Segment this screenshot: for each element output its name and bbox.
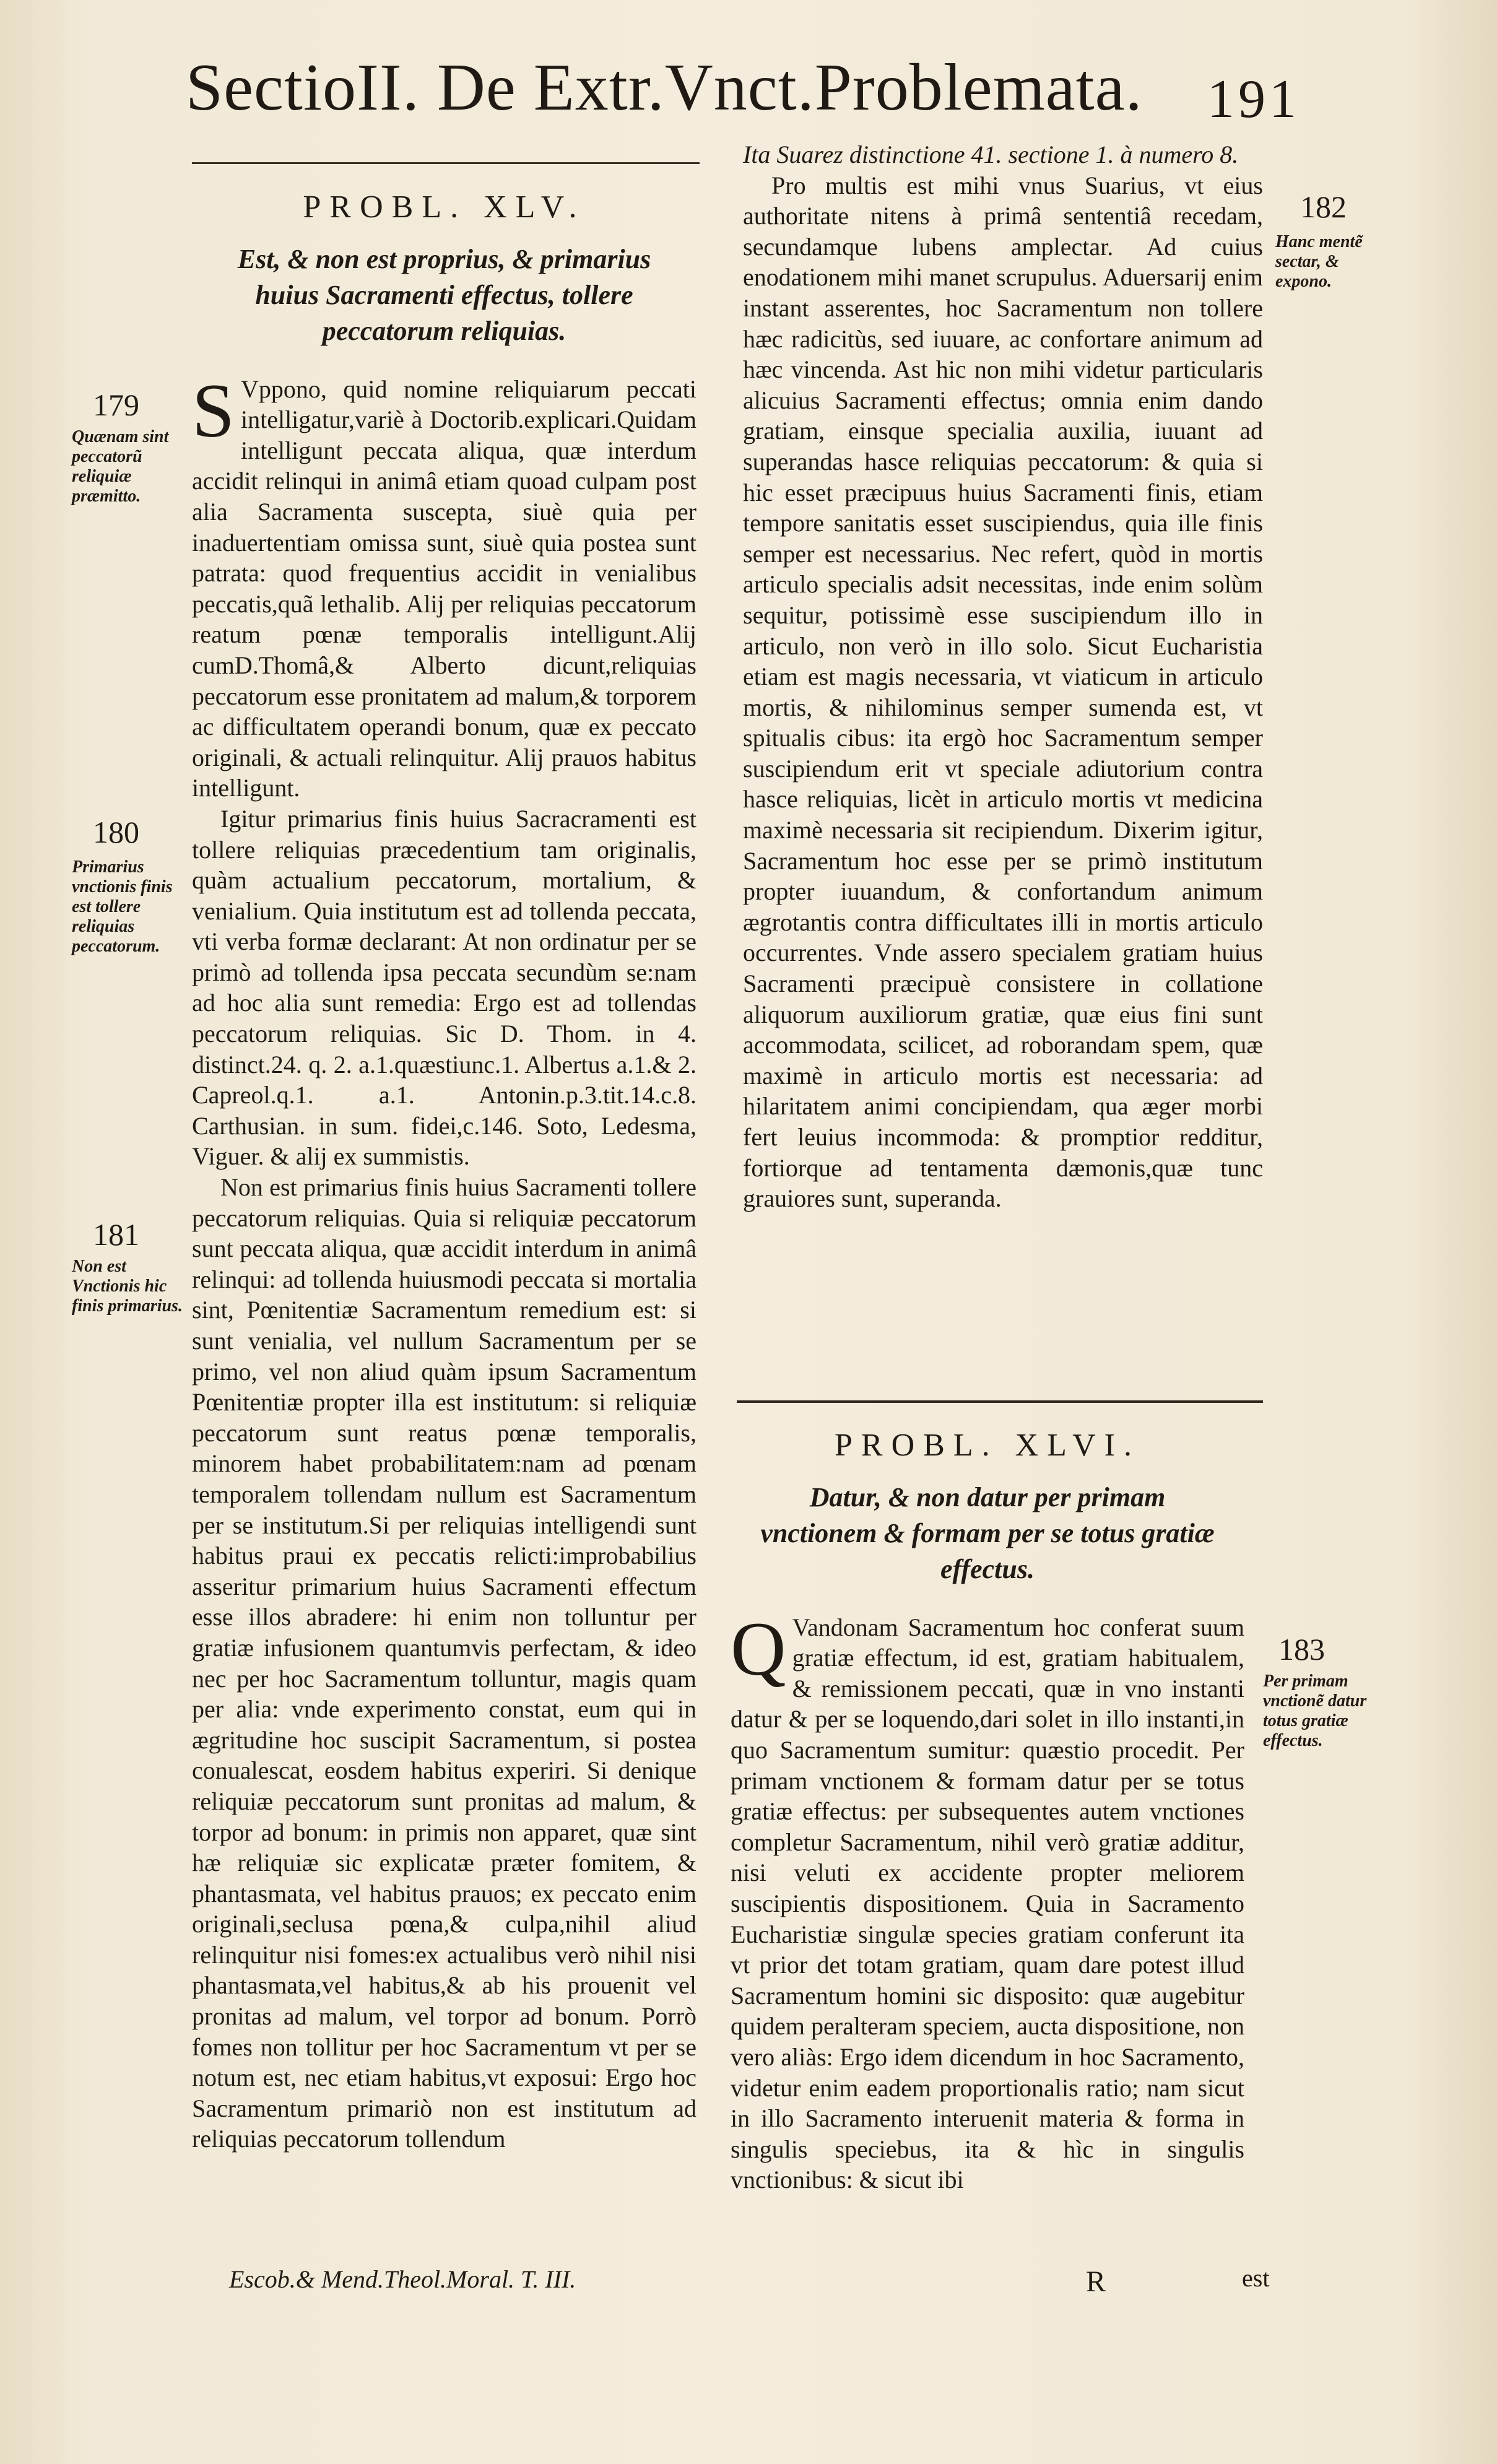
margin-number-182: 182 — [1300, 189, 1347, 224]
margin-number-180: 180 — [93, 815, 139, 849]
right-column-lower — [731, 1430, 1244, 2195]
problem-46-title: PROBL. XLVI. — [834, 1428, 1140, 1463]
footer-citation: Escob.& Mend.Theol.Moral. T. III. — [229, 2265, 576, 2293]
section-rule — [737, 1400, 1263, 1403]
dropcap-s: S — [192, 368, 235, 453]
paragraph-180: Igitur primarius finis huius Sacracramenti est tollere reliquias præcedentium tam originalis, quàm actualium peccatorum, mortalium, & venialium. Quia institutum est ad tollenda peccata, vti verba formæ declarant: At non ordinatur per se primò ad tollenda ipsa peccata secundùm se:nam ad hoc alia sunt remedia: Ergo est ad tollendas peccatorum reliquias. Sic D. Thom. in 4. distinct.24. q. 2. a.1.quæstiunc.1. Albertus a.1.& 2. Capreol.q.1. a.1. Antonin.p.3.tit.14.c.8. Carthusian. in sum. fidei,c.146. Soto, Ledesma, Viguer. & alij ex summistis. — [192, 804, 696, 1171]
paragraph-181: Non est primarius finis huius Sacramenti tollere peccatorum reliquias. Quia si reliquiæ peccatorum sunt peccata aliqua, quæ accidit interdum in animâ relinqui: ad tollenda huiusmodi peccata si mortalia sint, Pœnitentiæ Sacramentum remedium est: si sunt venialia, vel nullum Sacramentum per se primo, vel non aliud quàm ipsum Sacramentum Pœnitentiæ propter illa est institutum: si reliquiæ peccatorum sunt reatus pœnæ temporalis, minorem habet probabilitatem:nam ad pœnam temporalem tollendam nullum est Sacramentum per se institutum.Si per reliquias intelligendi sunt habitus praui ex peccatis relicti:improbabilius asseritur primarium huius Sacramenti effectum esse illos abradere: hi enim non tolluntur per gratiæ infusionem quantumvis perfectam, & ideo nec per hoc Sacramentum tolluntur, magis quam per alia: vnde experimento constat, eum qui in ægritudine hoc suscipit Sacramentum, si postea conualescat, eosdem habitus experiri. Si denique reliquiæ peccatorum sunt pronitas ad malum, & torpor ad bonum: in primis non apparet, quæ sint hæ reliquiæ sic explicatæ præter fomitem, & phantasmata, vel habitus prauos; ex peccato enim originali,seclusa pœna,& culpa,nihil aliud relinquitur nisi fomes:ex actualibus verò nihil nisi phantasmata,vel habitus,& ab his prouenit vel pronitas ad malum, vel torpor ad bonum. Porrò fomes non tollitur per hoc Sacramentum vt per se notum est, nec etiam habitus,vt exposui: Ergo hoc Sacramentum primariò non est institutum ad reliquias peccatorum tollendum — [192, 1173, 696, 2153]
margin-note-179: Quænam sint peccatorũ reliquiæ præmitto. — [72, 427, 169, 506]
margin-note-182: Hanc mentẽ sectar, & expono. — [1275, 232, 1363, 291]
signature-mark: R — [1086, 2265, 1106, 2298]
running-title: SectioII. De Extr.Vnct.Problemata. — [186, 51, 1143, 124]
margin-note-180: Primarius vnctionis finis est tollere reliquias peccatorum. — [72, 857, 173, 956]
margin-number-181: 181 — [93, 1217, 139, 1252]
header-rule — [192, 162, 700, 164]
page-header — [186, 50, 1300, 142]
problem-46-subtitle: Datur, & non datur per primam vnctionem & formam per se totus gratiæ effectus. — [760, 1481, 1215, 1584]
paragraph-183: Q Vandonam Sacramentum hoc conferat suum gratiæ effectum, id est, gratiam habitualem, & remissionem peccati, quæ in vno instanti datur & per se loquendo,dari solet in illo instanti,in quo Sacramentum sumitur: quæstio procedit. Per primam vnctionem & formam datur per se totus gratiæ effectus: per subsequentes autem vnctiones completur Sacramentum, nihil verò gratiæ additur, nisi veluti ex accidente propter meliorem suscipientis dispositionem. Quia in Sacramento Eucharistiæ singulæ species gratiam conferunt ita vt prior det totam gratiam, quam dare potest illud Sacramentum homini sic disposito: quæ augebitur quidem peralteram speciem, aucta dispositione, non vero aliàs: Ergo idem dicendum in hoc Sacramento, videtur enim eadem proportionalis ratio; nam sicut in illo Sacramento interuenit materia & forma in singulis speciebus, ita & hìc in singulis vnctionibus: & sicut ibi — [731, 1606, 1244, 2194]
paragraph-182: Pro multis est mihi vnus Suarius, vt eius authoritate nitens à primâ sententiâ recedam, secundamque lubens amplectar. Ad cuius enodationem mihi manet scrupulus. Aduersarij enim instant asserentes, hoc Sacramentum non tollere hæc radicitùs, sed iuuare, ac confortare animum ad hæc vincenda. Ast hic non mihi videtur particularis alicuius Sacramenti effectus; omnia enim dando gratiam, einsque specialia auxilia, iuuant ad superandas hasce reliquias peccatorum: & quia si hic esset præcipuus huius Sacramenti finis, etiam tempore sanitatis esset suscipiendus, quia ille finis semper est necessarius. Nec refert, quòd in mortis articulo specialis adsit necessitas, inde enim solùm sequitur, potissimè esse suscipiendum illo in articulo, non verò in illo solo. Sicut Eucharistia etiam est magis necessaria, vt viaticum in articulo mortis, & nihilominus semper sumenda est, vt spitualis cibus: ita ergò hoc Sacramentum semper suscipiendum erit vt speciale adiutorium contra hasce reliquias, licèt in articulo mortis vt medicina maximè necessaria sit recipiendum. Dixerim igitur, Sacramentum hoc esse per se primò institutum propter iuuandum, & confortandum animum ægrotantis contra difficultates illi in mortis articulo occurrentes. Vnde assero specialem gratiam huius Sacramenti præcipuè consistere in collatione aliquorum auxiliorum gratiæ, quæ eius fini sunt accommodata, scilicet, ad roborandam spem, quæ maximè in articulo mortis est necessaria: ad hilaritatem animi concipiendam, qua æger morbi fert leuius incommoda: & promptior redditur, fortiorque ad tentamenta dæmonis,quæ tunc grauiores sunt, superanda. — [743, 171, 1263, 1213]
page-number: 191 — [1207, 69, 1300, 129]
margin-note-181: Non est Vnctionis hic finis primarius. — [72, 1257, 183, 1316]
paragraph-179: S Vppono, quid nomine reliquiarum peccati intelligatur,variè à Doctorib.explicari.Quidam intelligunt peccata aliqua, quæ interdum accidit relinqui in animâ etiam quoad culpam post alia Sacramenta suscepta, siuè quia per inaduertentiam omissa sunt, siuè quia postea sunt patrata: quod frequentius accidit in venialibus peccatis,quã lethalib. Alij per reliquias peccatorum reatum pœnæ temporalis intelligunt.Alij cumD.Thomâ,& Alberto dicunt,reliquias peccatorum esse pronitatem ad malum,& torporem ac difficultatem operandi bonum, quæ ex peccato originali, & actuali relinquitur. Alij prauos habitus intelligunt. — [192, 368, 696, 802]
margin-note-183: Per primam vnctionẽ datur totus gratiæ effectus. — [1263, 1672, 1367, 1750]
left-column — [192, 189, 696, 2154]
problem-45-title: PROBL. XLV. — [303, 189, 586, 225]
margin-number-183: 183 — [1278, 1632, 1325, 1667]
continuation-line: Ita Suarez distinctione 41. sectione 1. à numero 8. — [743, 141, 1239, 168]
catchword: est — [1242, 2264, 1270, 2292]
right-column — [743, 139, 1263, 1214]
dropcap-q: Q — [731, 1606, 786, 1691]
problem-45-subtitle: Est, & non est proprius, & primarius huius Sacramenti effectus, tollere peccatorum reliquias. — [237, 243, 651, 346]
margin-number-179: 179 — [93, 388, 139, 422]
